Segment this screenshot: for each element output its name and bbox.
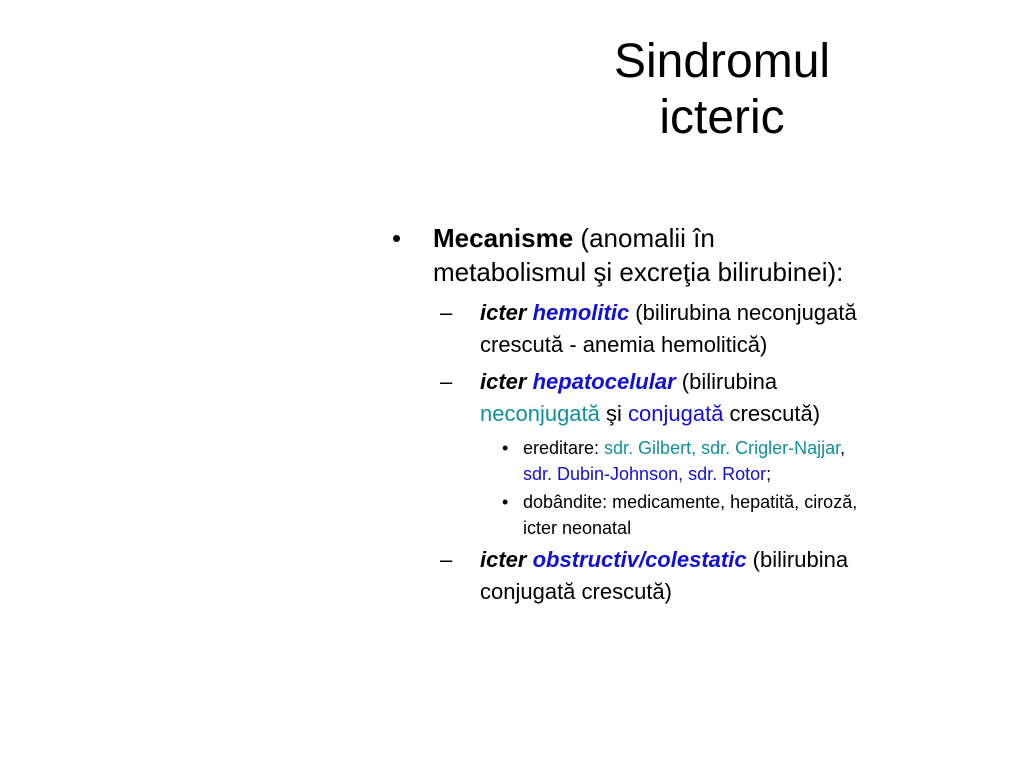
comma: , (840, 438, 846, 458)
dot-marker: • (502, 438, 509, 458)
sub-item-text (480, 366, 960, 430)
bullet-text-line2: metabolismul şi excreţia bilirubinei): (433, 257, 844, 287)
sub-item-line1: (bilirubina (675, 369, 778, 394)
dobandite-line1: dobândite: medicamente, hepatită, ciroză, (523, 492, 858, 512)
sub-item-line1: (bilirubina neconjugată (629, 300, 857, 325)
bullet-heading: Mecanisme (433, 223, 574, 253)
bullet-text-line1: (anomalii în (573, 223, 715, 253)
syndromes-gilbert-crigler: sdr. Gilbert, sdr. Crigler-Najjar (604, 438, 841, 458)
dash-marker: – (440, 369, 453, 394)
sub-item-line2: conjugată crescută) (480, 579, 672, 604)
keyword-hemolitic: hemolitic (532, 300, 630, 325)
dash-marker: – (440, 547, 453, 572)
prefix-ereditare: ereditare: (523, 438, 605, 458)
sub-sub-item-dobandite (502, 489, 962, 541)
bullet-marker: • (392, 223, 402, 253)
sub-sub-item-ereditare (502, 435, 962, 487)
semicolon: ; (766, 464, 772, 484)
title-line-1: Sindromul (613, 35, 831, 88)
bullet-text (433, 221, 992, 289)
keyword-hepatocelular: hepatocelular (532, 369, 676, 394)
word-crescuta: crescută) (723, 401, 821, 426)
sub-sub-item-text (523, 435, 962, 487)
sub-item-obstructiv (440, 544, 960, 608)
bullet-mecanisme (392, 221, 992, 289)
word-si: şi (599, 401, 629, 426)
dot-marker: • (502, 492, 509, 512)
term-icter: icter (480, 300, 527, 325)
sub-item-hemolitic (440, 297, 960, 361)
syndromes-dubin-rotor: sdr. Dubin-Johnson, sdr. Rotor (523, 464, 767, 484)
sub-item-hepatocelular (440, 366, 960, 430)
slide-title (520, 34, 924, 146)
sub-sub-item-text (523, 489, 962, 541)
sub-item-line1: (bilirubina (746, 547, 849, 572)
title-line-2: icteric (659, 91, 785, 144)
word-neconjugata: neconjugată (480, 401, 600, 426)
sub-item-line2: crescută - anemia hemolitică) (480, 332, 768, 357)
term-icter: icter (480, 547, 527, 572)
dobandite-line2: icter neonatal (523, 518, 632, 538)
keyword-obstructiv-colestatic: obstructiv/colestatic (532, 547, 747, 572)
sub-item-text (480, 297, 960, 361)
term-icter: icter (480, 369, 527, 394)
sub-item-text (480, 544, 960, 608)
word-conjugata: conjugată (628, 401, 724, 426)
dash-marker: – (440, 300, 453, 325)
